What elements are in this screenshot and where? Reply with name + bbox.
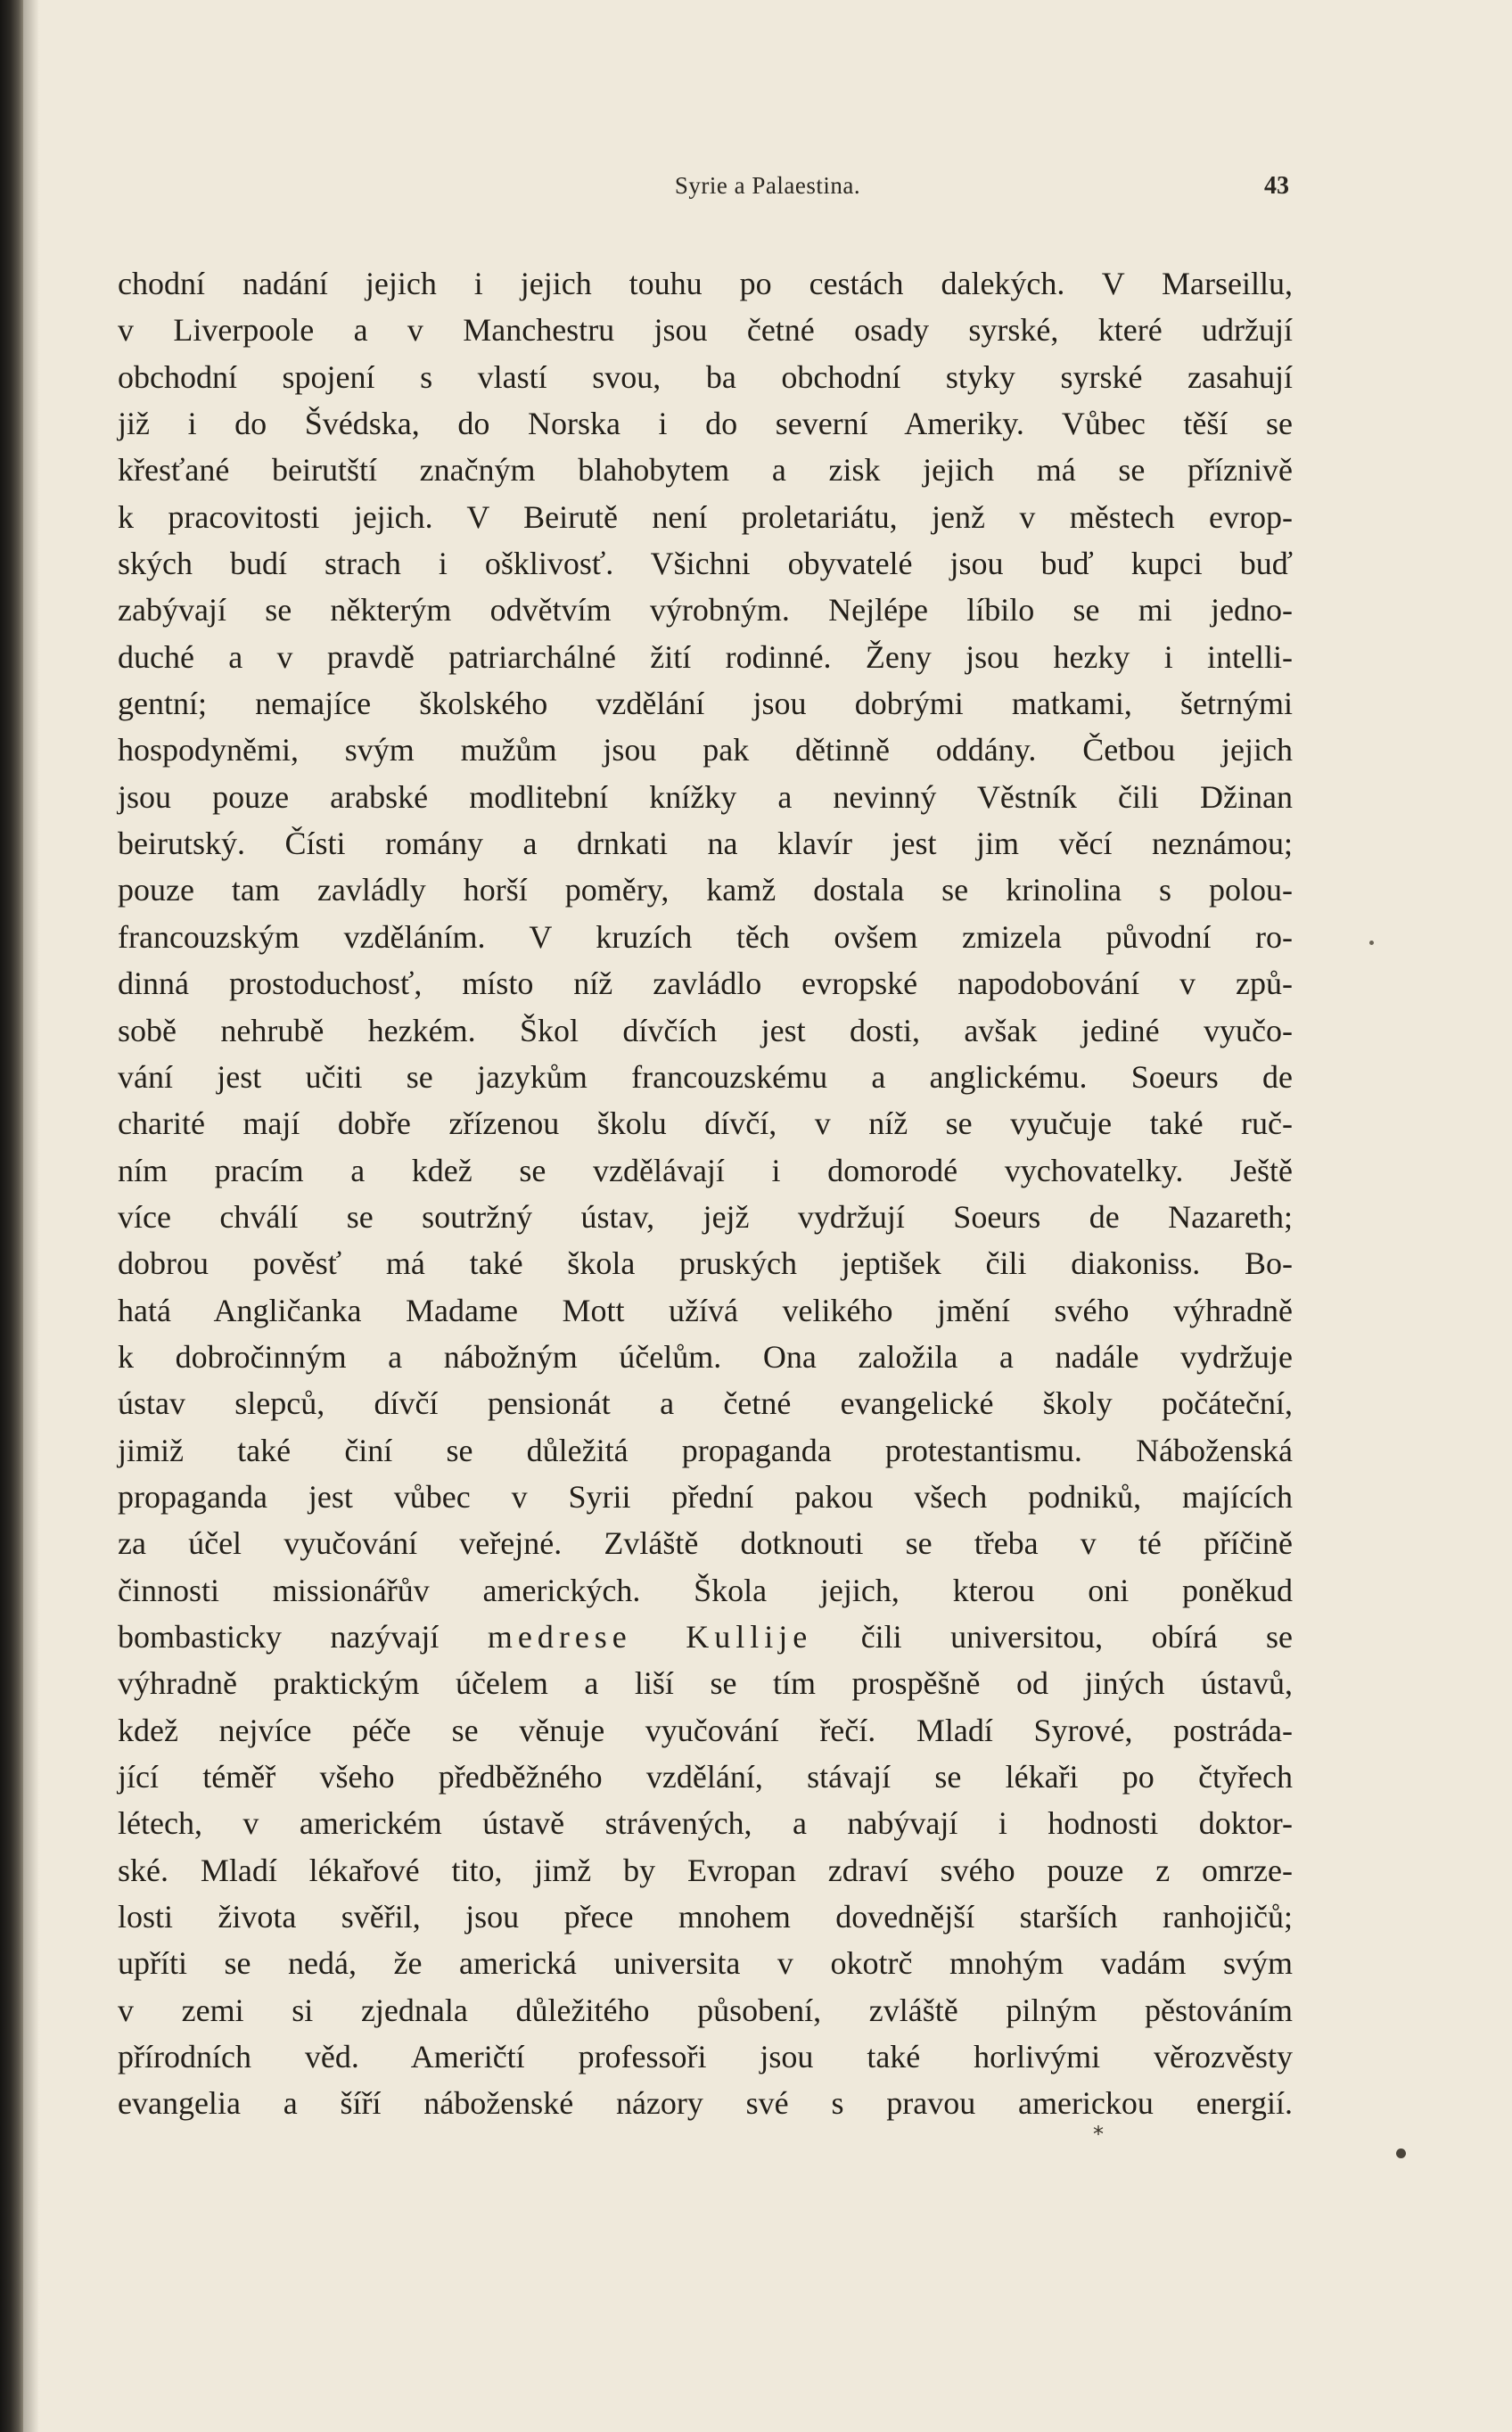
text-line [118, 1614, 1293, 1660]
text-line: ústav slepců, dívčí pensionát a četné evangelické školy počáteční, [118, 1385, 1293, 1422]
text-line: francouzským vzděláním. V kruzích těch ovšem zmizela původní ro- [118, 918, 1293, 955]
text-line: evangelia a šíří náboženské názory své s pravou americkou energií. [118, 2085, 1293, 2122]
book-page [23, 0, 1512, 2432]
text-line: činnosti missionářův amerických. Škola jejich, kterou oni poněkud [118, 1572, 1293, 1608]
text-line: výhradně praktickým účelem a liší se tím prospěšně od jiných ústavů, [118, 1665, 1293, 1702]
text-line: více chválí se soutržný ústav, jejž vydržují Soeurs de Nazareth; [118, 1198, 1293, 1235]
text-line: za účel vyučování veřejné. Zvláště dotknouti se třeba v té příčině [118, 1525, 1293, 1562]
page-number: 43 [1264, 172, 1289, 200]
book-spine-shadow [0, 0, 23, 2432]
text-line: již i do Švédska, do Norska i do severní Ameriky. Vůbec těší se [118, 406, 1293, 442]
text-line: obchodní spojení s vlastí svou, ba obchodní styky syrské zasahují [118, 358, 1293, 395]
text-line: ské. Mladí lékařové tito, jimž by Evropan zdraví svého pouze z omrze- [118, 1852, 1293, 1888]
text-line: ských budí strach i ošklivosť. Všichni obyvatelé jsou buď kupci buď [118, 546, 1293, 582]
asterisk-mark: * [1093, 2122, 1104, 2147]
text-line: jící téměř všeho předběžného vzdělání, stávají se lékaři po čtyřech [118, 1759, 1293, 1795]
text-line: duché a v pravdě patriarchálné žití rodinné. Ženy jsou hezky i intelli- [118, 638, 1293, 675]
text-line: hospodyněmi, svým mužům jsou pak dětinně oddány. Četbou jejich [118, 732, 1293, 768]
spaced-emphasis: medrese Kullije [487, 1618, 813, 1655]
text-line: zabývají se některým odvětvím výrobným. Nejlépe líbilo se mi jedno- [118, 592, 1293, 629]
text-line: v zemi si zjednala důležitého působení, zvláště pilným pěstováním [118, 1992, 1293, 2028]
text-line: hatá Angličanka Madame Mott užívá velikého jmění svého výhradně [118, 1292, 1293, 1328]
text-line: propaganda jest vůbec v Syrii přední pakou všech podniků, majících [118, 1478, 1293, 1515]
page-gutter-shadow [23, 0, 39, 2432]
body-text [118, 260, 1293, 2127]
text-segment: čili universitou, obírá se [812, 1618, 1293, 1655]
text-line: sobě nehrubě hezkém. Škol dívčích jest dosti, avšak jediné vyučo- [118, 1012, 1293, 1048]
stray-dot-mark [1369, 941, 1374, 945]
text-line: charité mají dobře zřízenou školu dívčí, v níž se vyučuje také ruč- [118, 1105, 1293, 1142]
text-line: k pracovitosti jejich. V Beirutě není proletariátu, jenž v městech evrop- [118, 498, 1293, 535]
text-line: beirutský. Čísti romány a drnkati na klavír jest jim věcí neznámou; [118, 826, 1293, 862]
running-header [23, 172, 1512, 208]
text-line: pouze tam zavládly horší poměry, kamž dostala se krinolina s polou- [118, 872, 1293, 908]
text-line: jsou pouze arabské modlitební knížky a nevinný Věstník čili Džinan [118, 778, 1293, 815]
text-line: losti života svěřil, jsou přece mnohem dovednější starších ranhojičů; [118, 1899, 1293, 1935]
text-line: dinná prostoduchosť, místo níž zavládlo evropské napodobování v způ- [118, 965, 1293, 1002]
running-title: Syrie a Palaestina. [674, 172, 861, 199]
margin-dot-mark [1396, 2149, 1406, 2158]
text-line: vání jest učiti se jazykům francouzskému a anglickému. Soeurs de [118, 1058, 1293, 1095]
text-line: jimiž také činí se důležitá propaganda protestantismu. Náboženská [118, 1432, 1293, 1468]
text-segment: bombasticky nazývají [118, 1618, 488, 1655]
text-line: chodní nadání jejich i jejich touhu po cestách dalekých. V Marseillu, [118, 266, 1293, 301]
text-line: ním pracím a kdež se vzdělávají i domorodé vychovatelky. Ještě [118, 1152, 1293, 1188]
text-line: dobrou pověsť má také škola pruských jeptišek čili diakoniss. Bo- [118, 1245, 1293, 1282]
text-line: přírodních věd. Američtí professoři jsou také horlivými věrozvěsty [118, 2039, 1293, 2075]
text-line: k dobročinným a nábožným účelům. Ona založila a nadále vydržuje [118, 1338, 1293, 1375]
text-line: v Liverpoole a v Manchestru jsou četné osady syrské, které udržují [118, 312, 1293, 349]
text-line: upříti se nedá, že americká universita v okotrč mnohým vadám svým [118, 1945, 1293, 1982]
text-line: křesťané beirutští značným blahobytem a zisk jejich má se příznivě [118, 452, 1293, 489]
text-line: létech, v americkém ústavě strávených, a nabývají i hodnosti doktor- [118, 1805, 1293, 1842]
text-line: kdež nejvíce péče se věnuje vyučování řečí. Mladí Syrové, postráda- [118, 1712, 1293, 1748]
text-line: gentní; nemajíce školského vzdělání jsou dobrými matkami, šetrnými [118, 686, 1293, 722]
